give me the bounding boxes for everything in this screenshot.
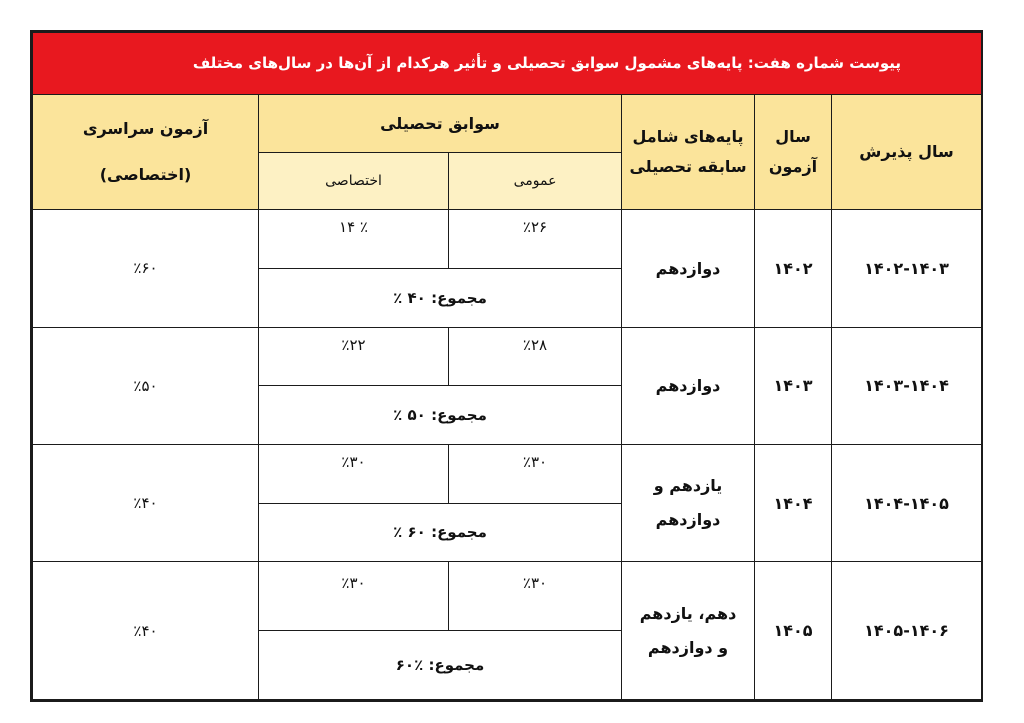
cell-sum: مجموع: ۵۰ ٪ bbox=[259, 386, 622, 445]
cell-specialized: ٪ ۱۴ bbox=[259, 210, 449, 269]
cell-exam-year: ۱۴۰۲ bbox=[755, 210, 832, 327]
cell-exam-year: ۱۴۰۳ bbox=[755, 327, 832, 444]
cell-sum: مجموع: ٪۶۰ bbox=[259, 631, 622, 700]
cell-grades: دهم، یازدهم و دوازدهم bbox=[622, 562, 755, 700]
header-academic-records: سوابق تحصیلی bbox=[259, 94, 622, 153]
cell-general: ٪۲۶ bbox=[449, 210, 622, 269]
cell-general: ٪۳۰ bbox=[449, 562, 622, 631]
cell-sum: مجموع: ۶۰ ٪ bbox=[259, 503, 622, 562]
appendix-table-frame bbox=[30, 30, 983, 702]
cell-admission-year: ۱۴۰۴-۱۴۰۵ bbox=[832, 444, 982, 561]
cell-specialized: ٪۳۰ bbox=[259, 444, 449, 503]
appendix-table bbox=[32, 32, 982, 700]
header-general: عمومی bbox=[449, 153, 622, 210]
header-konkur bbox=[33, 94, 259, 209]
cell-specialized: ٪۳۰ bbox=[259, 562, 449, 631]
header-exam-year: سال آزمون bbox=[755, 94, 832, 209]
cell-admission-year: ۱۴۰۵-۱۴۰۶ bbox=[832, 562, 982, 700]
cell-admission-year: ۱۴۰۲-۱۴۰۳ bbox=[832, 210, 982, 327]
cell-sum: مجموع: ۴۰ ٪ bbox=[259, 268, 622, 327]
cell-general: ٪۲۸ bbox=[449, 327, 622, 386]
cell-grades: یازدهم و دوازدهم bbox=[622, 444, 755, 561]
cell-konkur: ٪۵۰ bbox=[33, 327, 259, 444]
header-konkur-label: آزمون سراسری bbox=[82, 118, 209, 138]
cell-exam-year: ۱۴۰۵ bbox=[755, 562, 832, 700]
header-admission-year: سال پذیرش bbox=[832, 94, 982, 209]
cell-grades: دوازدهم bbox=[622, 327, 755, 444]
cell-konkur: ٪۴۰ bbox=[33, 444, 259, 561]
cell-konkur: ٪۴۰ bbox=[33, 562, 259, 700]
header-konkur-note: (اختصاصی) bbox=[99, 164, 192, 184]
cell-exam-year: ۱۴۰۴ bbox=[755, 444, 832, 561]
cell-specialized: ٪۲۲ bbox=[259, 327, 449, 386]
header-grades: پایه‌های شامل سابقه تحصیلی bbox=[622, 94, 755, 209]
page-title: پیوست شماره هفت: پایه‌های مشمول سوابق تحصیلی و تأثیر هرکدام از آن‌ها در سال‌های مختلف bbox=[33, 33, 982, 95]
cell-konkur: ٪۶۰ bbox=[33, 210, 259, 327]
header-specialized: اختصاصی bbox=[259, 153, 449, 210]
cell-general: ٪۳۰ bbox=[449, 444, 622, 503]
cell-admission-year: ۱۴۰۳-۱۴۰۴ bbox=[832, 327, 982, 444]
cell-grades: دوازدهم bbox=[622, 210, 755, 327]
